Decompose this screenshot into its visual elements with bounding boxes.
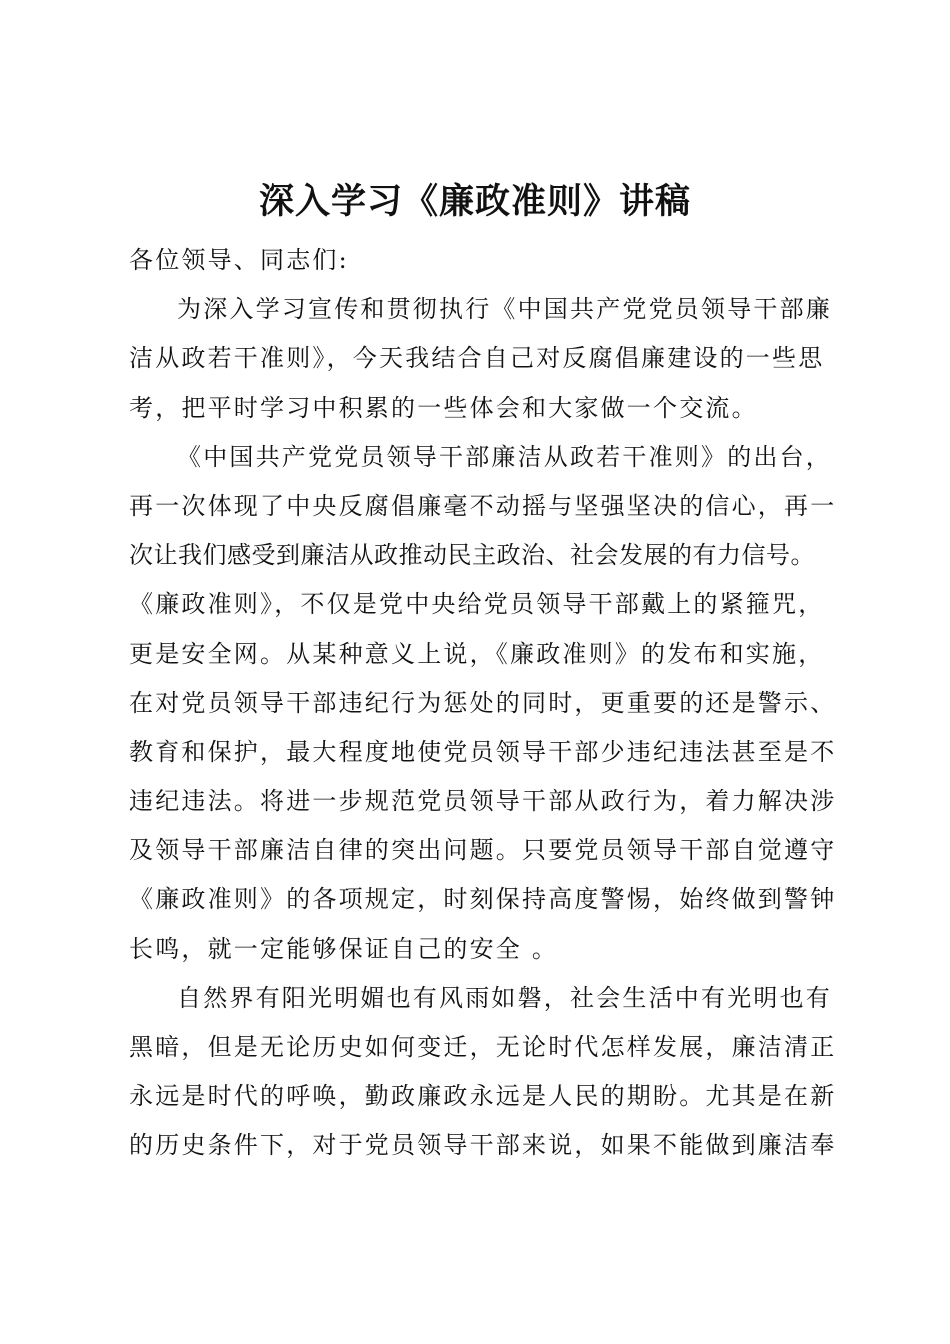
text-line: 为深入学习宣传和贯彻执行《中国共产党党员领导干部廉 — [177, 295, 832, 324]
document-title: 深入学习《廉政准则》讲稿 — [258, 181, 691, 222]
text-line: 《中国共产党党员领导干部廉洁从政若干准则》的出台， — [177, 442, 832, 471]
text-line: 再一次体现了中央反腐倡廉毫不动摇与坚强坚决的信心，再一 — [129, 491, 837, 520]
text-line: 次让我们感受到廉洁从政推动民主政治、社会发展的有力信号。 — [129, 541, 815, 570]
text-line: 考，把平时学习中积累的一些体会和大家做一个交流。 — [129, 393, 758, 422]
text-line: 更是安全网。从某种意义上说，《廉政准则》的发布和实施， — [129, 639, 825, 668]
text-line: 洁从政若干准则》，今天我结合自己对反腐倡廉建设的一些思 — [129, 344, 825, 373]
text-line: 教育和保护，最大程度地使党员领导干部少违纪违法甚至是不 — [129, 737, 837, 766]
document-body — [129, 236, 837, 1171]
text-line: 违纪违法。将进一步规范党员领导干部从政行为，着力解决涉 — [129, 787, 837, 816]
text-line: 《廉政准则》的各项规定，时刻保持高度警惕，始终做到警钟 — [129, 885, 837, 914]
text-line: 的历史条件下，对于党员领导干部来说，如果不能做到廉洁奉 — [129, 1131, 837, 1160]
text-line: 在对党员领导干部违纪行为惩处的同时，更重要的还是警示、 — [129, 688, 837, 717]
text-line: 自然界有阳光明媚也有风雨如磐，社会生活中有光明也有 — [177, 983, 832, 1012]
text-line: 《廉政准则》，不仅是党中央给党员领导干部戴上的紧箍咒， — [129, 590, 825, 619]
text-line: 永远是时代的呼唤，勤政廉政永远是人民的期盼。尤其是在新 — [129, 1082, 837, 1111]
text-line: 长鸣，就一定能够保证自己的安全 。 — [129, 934, 559, 963]
text-line: 黑暗，但是无论历史如何变迁，无论时代怎样发展，廉洁清正 — [129, 1033, 837, 1061]
text-line: 各位领导、同志们: — [129, 246, 349, 274]
text-line: 及领导干部廉洁自律的突出问题。只要党员领导干部自觉遵守 — [129, 836, 837, 865]
